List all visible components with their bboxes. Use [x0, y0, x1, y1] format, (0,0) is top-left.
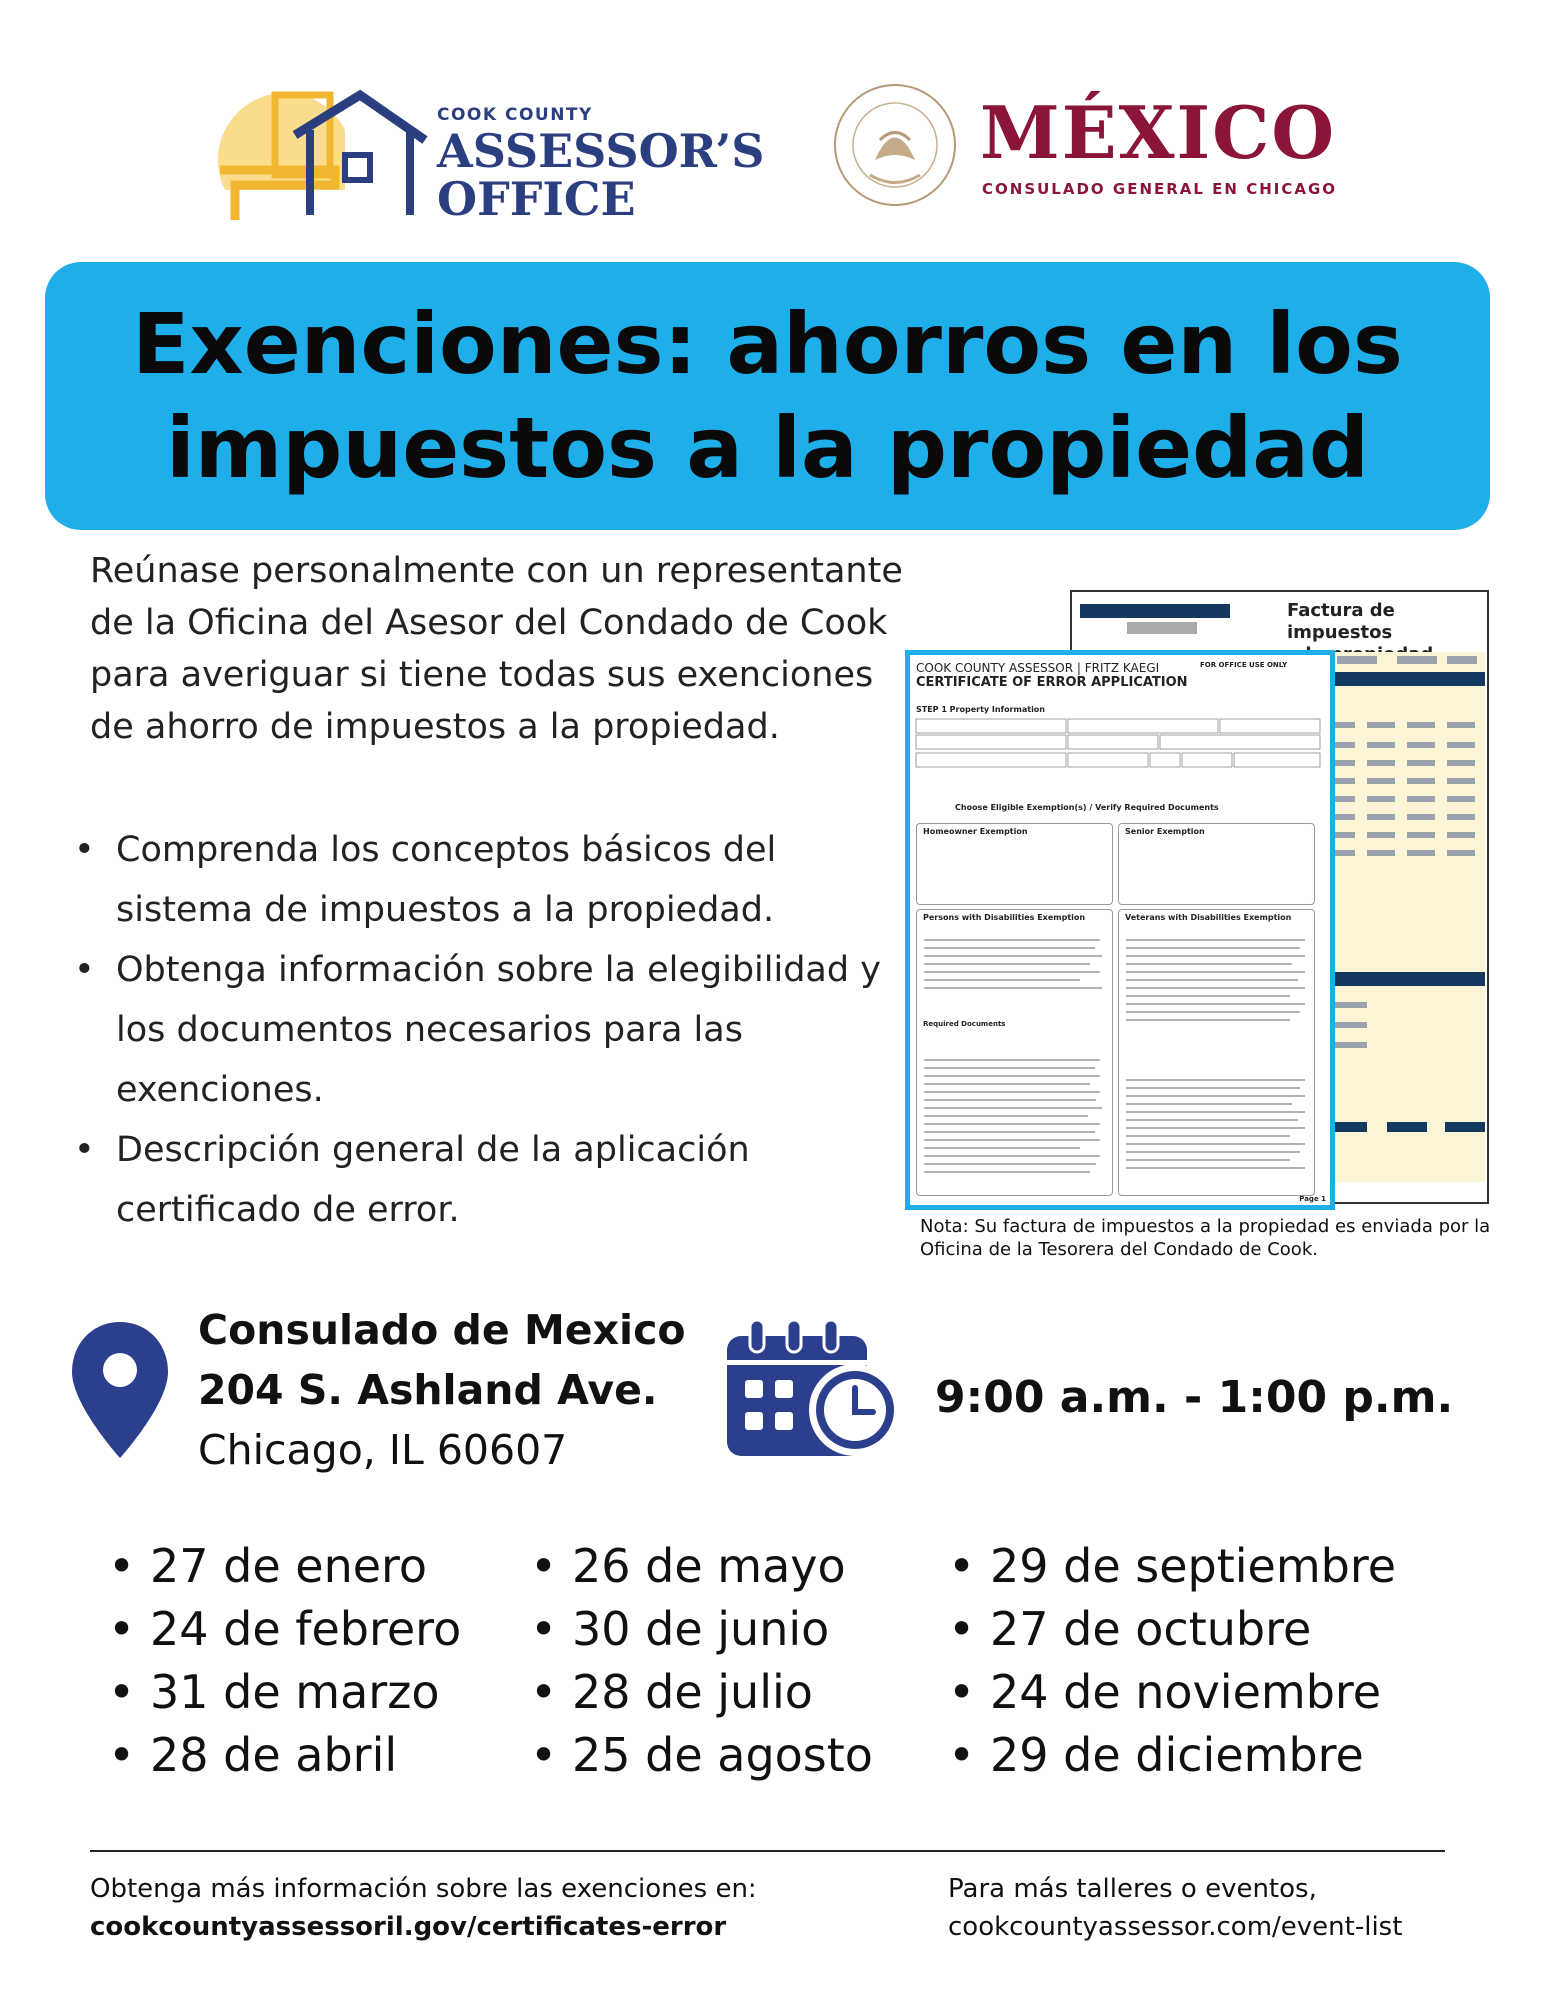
form-step-2: Choose Eligible Exemption(s) / Verify Required Documents	[955, 803, 1219, 812]
intro-paragraph: Reúnase personalmente con un representante de la Oficina del Asesor del Condado de Cook para averiguar si tiene todas sus exenciones de ahorro de impuestos a la propiedad.	[90, 551, 903, 747]
mexico-seal-icon	[830, 80, 960, 210]
assessor-logo-county: COOK COUNTY	[437, 105, 593, 125]
form-step-1: STEP 1 Property Information	[916, 705, 1045, 714]
benefits-list	[90, 820, 910, 1240]
list-item: • 27 de enero	[100, 1535, 461, 1598]
list-item: • 25 de agosto	[522, 1724, 873, 1787]
mexico-consulate-logo	[830, 80, 1350, 220]
certificate-of-error-form-image	[905, 650, 1335, 1210]
location-address	[198, 1300, 758, 1480]
assessor-logo-title: ASSESSOR’S	[437, 124, 765, 178]
title-banner	[45, 262, 1490, 530]
location-name: Consulado de Mexico	[198, 1306, 686, 1354]
list-item: • 29 de septiembre	[940, 1535, 1396, 1598]
form-illustration	[905, 590, 1485, 1230]
form-title: CERTIFICATE OF ERROR APPLICATION	[916, 675, 1188, 690]
dates-column-3	[940, 1535, 1396, 1787]
list-item: • 27 de octubre	[940, 1598, 1396, 1661]
list-item: • 24 de noviembre	[940, 1661, 1396, 1724]
form-section-veterans: Veterans with Disabilities Exemption	[1125, 913, 1292, 922]
form-page-label: Page 1	[1299, 1195, 1326, 1203]
footer-info	[90, 1870, 757, 1946]
form-header: COOK COUNTY ASSESSOR | FRITZ KAEGI	[916, 661, 1160, 675]
location-pin-icon	[70, 1320, 170, 1460]
location-street: 204 S. Ashland Ave.	[198, 1366, 658, 1414]
title-line-2: impuestos a la propiedad	[165, 399, 1370, 497]
list-item: • 31 de marzo	[100, 1661, 461, 1724]
tax-bill-title-1: Factura de impuestos	[1287, 600, 1395, 643]
dates-column-2	[522, 1535, 873, 1787]
list-item: • 24 de febrero	[100, 1598, 461, 1661]
list-item: • Obtenga información sobre la elegibilidad y los documentos necesarios para las exenciones.	[90, 940, 910, 1120]
assessor-office-logo	[215, 75, 765, 235]
house-logo-icon	[215, 75, 435, 235]
certificates-error-link[interactable]: cookcountyassessoril.gov/certificates-error	[90, 1912, 727, 1942]
mexico-logo-title: MÉXICO	[980, 90, 1337, 175]
page-title	[45, 292, 1490, 500]
event-list-link[interactable]: cookcountyassessor.com/event-list	[948, 1912, 1403, 1942]
dates-column-1	[100, 1535, 461, 1787]
form-section-homeowner: Homeowner Exemption	[923, 827, 1028, 836]
form-office-use: FOR OFFICE USE ONLY	[1200, 661, 1288, 669]
list-item: • 30 de junio	[522, 1598, 873, 1661]
list-item: • 29 de diciembre	[940, 1724, 1396, 1787]
form-section-senior: Senior Exemption	[1125, 827, 1205, 836]
footer-events	[948, 1870, 1402, 1946]
event-hours: 9:00 a.m. - 1:00 p.m.	[935, 1372, 1454, 1423]
assessor-logo-office: OFFICE	[437, 172, 636, 226]
location-city: Chicago, IL 60607	[198, 1426, 568, 1474]
title-line-1: Exenciones: ahorros en los	[132, 295, 1403, 393]
list-item: • 28 de abril	[100, 1724, 461, 1787]
list-item: • 26 de mayo	[522, 1535, 873, 1598]
form-section-disabilities: Persons with Disabilities Exemption	[923, 913, 1086, 922]
list-item: • 28 de julio	[522, 1661, 873, 1724]
footer-divider	[90, 1850, 1445, 1852]
tax-bill-note: Nota: Su factura de impuestos a la propiedad es enviada por la Oficina de la Tesorera del Condado de Cook.	[920, 1216, 1491, 1260]
footer-info-label: Obtenga más información sobre las exenciones en:	[90, 1874, 757, 1904]
list-item: • Comprenda los conceptos básicos del sistema de impuestos a la propiedad.	[90, 820, 910, 940]
list-item: • Descripción general de la aplicación certificado de error.	[90, 1120, 910, 1240]
form-required-docs: Required Documents	[923, 1020, 1006, 1028]
calendar-clock-icon	[725, 1318, 905, 1458]
mexico-logo-subtitle: CONSULADO GENERAL EN CHICAGO	[982, 180, 1338, 198]
footer-events-label: Para más talleres o eventos,	[948, 1874, 1317, 1904]
